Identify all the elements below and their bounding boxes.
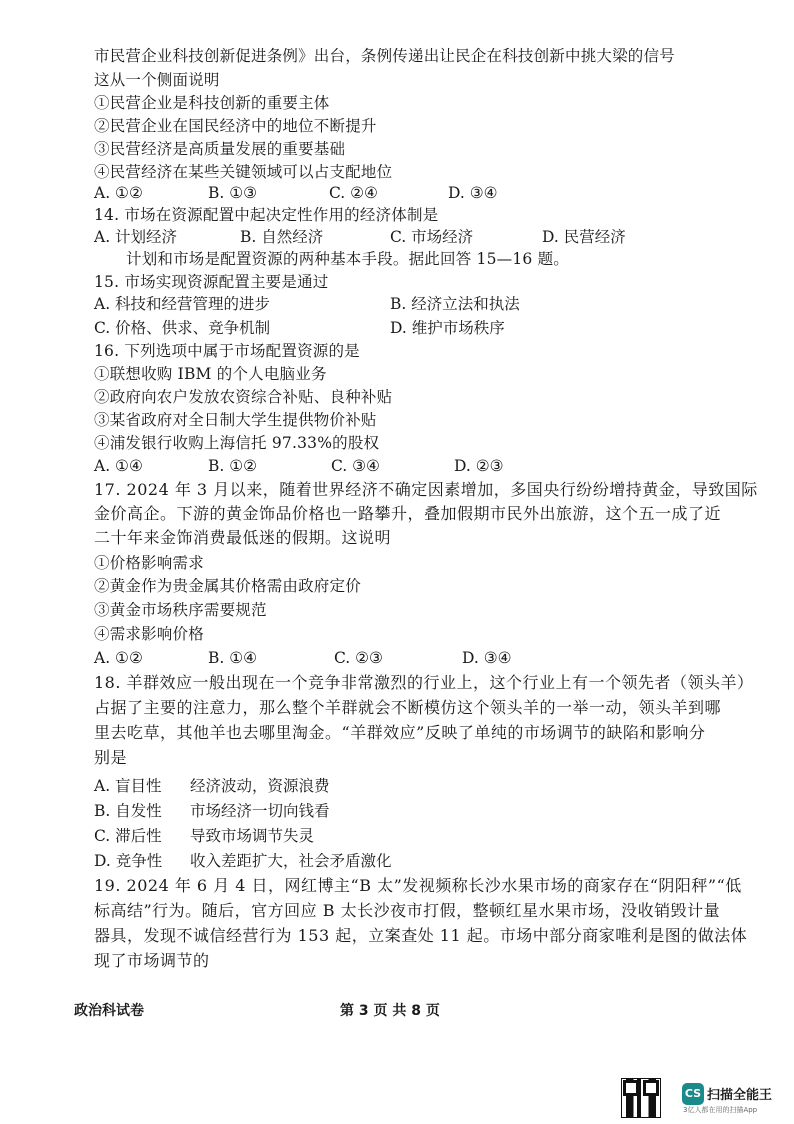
q14-option-c: C. 市场经济 xyxy=(390,228,474,246)
q13-item: ④民营经济在某些关键领域可以占支配地位 xyxy=(94,163,393,181)
q14-option-a: A. 计划经济 xyxy=(94,228,178,246)
q13-item: ②民营企业在国民经济中的地位不断提升 xyxy=(94,117,377,135)
q17-option-d: D. ③④ xyxy=(462,649,512,667)
q13-option-c: C. ②④ xyxy=(329,184,378,202)
q15-option-d: D. 维护市场秩序 xyxy=(390,319,505,337)
q15-option-c: C. 价格、供求、竞争机制 xyxy=(94,319,271,337)
q19-stem-line: 现了市场调节的 xyxy=(94,951,210,970)
q18-option-a-label: A. 盲目性 xyxy=(94,777,162,795)
q15-option-a: A. 科技和经营管理的进步 xyxy=(94,295,271,313)
q13-stem-line: 市民营企业科技创新促进条例》出台，条例传递出让民企在科技创新中挑大梁的信号 xyxy=(94,47,675,65)
q17-option-c: C. ②③ xyxy=(334,649,383,667)
q16-item: ③某省政府对全日制大学生提供物价补贴 xyxy=(94,411,377,429)
q19-stem-line: 19. 2024 年 6 月 4 日，网红博主“B 太”发视频称长沙水果市场的商家存在“阴阳秤”“低 xyxy=(94,876,742,895)
qr-code-icon xyxy=(622,1079,660,1117)
q16-option-a: A. ①④ xyxy=(94,457,143,475)
q14-stem: 14. 市场在资源配置中起决定性作用的经济体制是 xyxy=(94,206,439,224)
q19-stem-line: 器具，发现不诚信经营行为 153 起，立案查处 11 起。市场中部分商家唯利是图的做法体 xyxy=(94,926,748,945)
q18-option-c-label: C. 滞后性 xyxy=(94,827,162,845)
q13-item: ③民营经济是高质量发展的重要基础 xyxy=(94,140,346,158)
q17-item: ③黄金市场秩序需要规范 xyxy=(94,601,267,619)
q18-option-d-text: 收入差距扩大，社会矛盾激化 xyxy=(190,852,392,870)
footer-subject: 政治科试卷 xyxy=(74,1003,144,1019)
q14-option-b: B. 自然经济 xyxy=(240,228,324,246)
q18-stem-line: 占据了主要的注意力，那么整个羊群就会不断模仿这个领头羊的一举一动，领头羊到哪 xyxy=(94,698,722,717)
q17-stem-line: 金价高企。下游的黄金饰品价格也一路攀升，叠加假期市民外出旅游，这个五一成了近 xyxy=(94,504,722,523)
q16-stem: 16. 下列选项中属于市场配置资源的是 xyxy=(94,342,360,360)
q16-item: ②政府向农户发放农资综合补贴、良种补贴 xyxy=(94,388,393,406)
camscanner-name: 扫描全能王 xyxy=(707,1088,773,1103)
q13-item: ①民营企业是科技创新的重要主体 xyxy=(94,94,330,112)
q17-stem-line: 17. 2024 年 3 月以来，随着世界经济不确定因素增加，多国央行纷纷增持黄金，导致国际 xyxy=(94,480,758,499)
q18-stem-line: 里去吃草，其他羊也去哪里淘金。“羊群效应”反映了单纯的市场调节的缺陷和影响分 xyxy=(94,723,706,742)
q18-option-c-text: 导致市场调节失灵 xyxy=(190,827,315,845)
q16-option-b: B. ①② xyxy=(208,457,258,475)
camscanner-logo: CS xyxy=(682,1083,704,1105)
q16-item: ①联想收购 IBM 的个人电脑业务 xyxy=(94,365,327,383)
q17-option-b: B. ①④ xyxy=(208,649,258,667)
q18-option-d-label: D. 竞争性 xyxy=(94,852,163,870)
q18-stem-line: 18. 羊群效应一般出现在一个竞争非常激烈的行业上，这个行业上有一个领先者（领头羊） xyxy=(94,673,754,692)
camscanner-tagline: 3亿人都在用的扫描App xyxy=(683,1106,758,1114)
q17-item: ④需求影响价格 xyxy=(94,625,204,643)
footer-page-number: 第 3 页 共 8 页 xyxy=(340,1003,440,1019)
q17-option-a: A. ①② xyxy=(94,649,143,667)
q17-stem-line: 二十年来金饰消费最低迷的假期。这说明 xyxy=(94,528,392,547)
q13-option-a: A. ①② xyxy=(94,184,143,202)
q13-stem-line: 这从一个侧面说明 xyxy=(94,71,220,89)
q15-stem: 15. 市场实现资源配置主要是通过 xyxy=(94,273,329,291)
q14-option-d: D. 民营经济 xyxy=(542,228,626,246)
q13-option-d: D. ③④ xyxy=(448,184,498,202)
q17-item: ①价格影响需求 xyxy=(94,554,204,572)
q16-option-d: D. ②③ xyxy=(454,457,504,475)
q17-item: ②黄金作为贵金属其价格需由政府定价 xyxy=(94,577,361,595)
q18-option-a-text: 经济波动，资源浪费 xyxy=(190,777,330,795)
q18-option-b-text: 市场经济一切向钱看 xyxy=(190,802,330,820)
q16-option-c: C. ③④ xyxy=(331,457,380,475)
q15-16-intro: 计划和市场是配置资源的两种基本手段。据此回答 15—16 题。 xyxy=(126,250,570,268)
q16-item: ④浦发银行收购上海信托 97.33%的股权 xyxy=(94,434,380,452)
q18-option-b-label: B. 自发性 xyxy=(94,802,162,820)
q13-option-b: B. ①③ xyxy=(208,184,258,202)
q18-stem-line: 别是 xyxy=(94,748,128,767)
q15-option-b: B. 经济立法和执法 xyxy=(390,295,520,313)
q19-stem-line: 标高结”行为。随后，官方回应 B 太长沙夜市打假，整顿红星水果市场，没收销毁计量 xyxy=(94,901,721,920)
